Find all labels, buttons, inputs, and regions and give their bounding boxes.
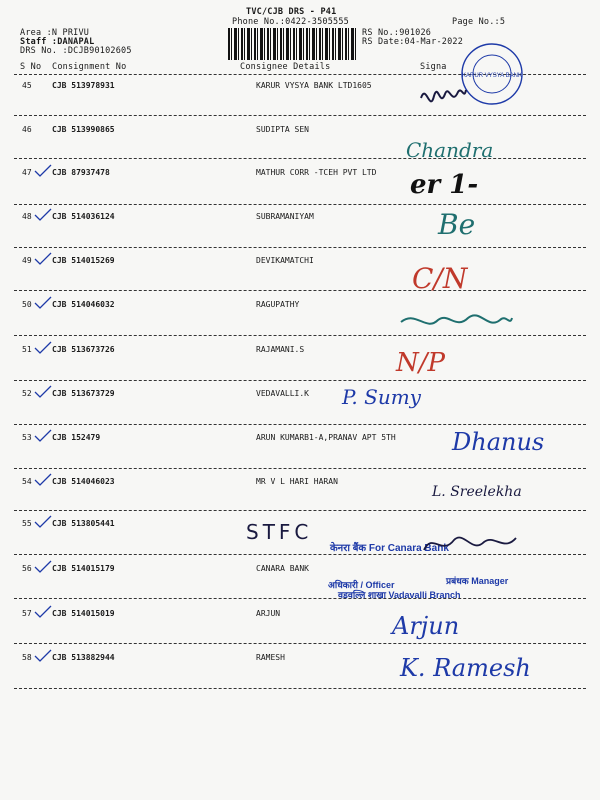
check-mark-icon — [34, 252, 52, 266]
row-consignee: RAMESH — [256, 653, 285, 662]
row-sno: 51 — [22, 345, 32, 354]
row-consignment: CJB 514015179 — [52, 564, 115, 573]
area-label: Area :N PRIVU — [20, 28, 90, 38]
row-consignment: CJB 514046032 — [52, 300, 115, 309]
row-sno: 56 — [22, 564, 32, 573]
row-consignment: CJB 152479 — [52, 433, 101, 442]
col-consignee-details: Consignee Details — [240, 62, 331, 72]
row-consignment: CJB 513990865 — [52, 125, 115, 134]
row-consignment: CJB 513805441 — [52, 519, 115, 528]
row-divider — [14, 115, 586, 116]
handwritten-note: N/P — [396, 348, 446, 378]
row-consignment: CJB 513882944 — [52, 653, 115, 662]
handwritten-note: Arjun — [392, 612, 460, 640]
handwritten-note: Dhanus — [452, 428, 545, 456]
row-divider — [14, 643, 586, 644]
row-sno: 53 — [22, 433, 32, 442]
row-sno: 55 — [22, 519, 32, 528]
row-consignment: CJB 87937478 — [52, 168, 110, 177]
row-consignee: DEVIKAMATCHI — [256, 256, 314, 265]
table-row — [0, 389, 600, 401]
row-consignee: ARJUN — [256, 609, 281, 618]
row-divider — [14, 204, 586, 205]
rs-date: RS Date:04-Mar-2022 — [362, 37, 464, 47]
row-divider — [14, 335, 586, 336]
row-consignee: RAGUPATHY — [256, 300, 300, 309]
handwritten-note: Be — [438, 208, 476, 241]
sheet-title: TVC/CJB DRS - P41 — [246, 7, 337, 17]
handwritten-note: C/N — [412, 262, 468, 295]
check-mark-icon — [34, 164, 52, 178]
row-consignment: CJB 513673729 — [52, 389, 115, 398]
table-row — [0, 125, 600, 137]
canara-stamp-officer: अधिकारी / Officer — [328, 580, 395, 590]
check-mark-icon — [34, 385, 52, 399]
row-consignee: MATHUR CORR -TCEH PVT LTD — [256, 168, 377, 177]
row-consignee: RAJAMANI.S — [256, 345, 305, 354]
table-row — [0, 609, 600, 621]
staff-label: Staff :DANAPAL — [20, 37, 95, 47]
phone-number: Phone No.:0422-3505555 — [232, 17, 349, 27]
handwritten-note: er 1- — [410, 170, 479, 200]
row-consignment: CJB 513673726 — [52, 345, 115, 354]
table-row — [0, 300, 600, 312]
row-consignee: KARUR VYSYA BANK LTD1605 — [256, 81, 372, 90]
round-stamp-text: KARUR VYSYA BANK — [462, 73, 522, 79]
row-sno: 49 — [22, 256, 32, 265]
handwritten-note: L. Sreelekha — [432, 484, 522, 500]
check-mark-icon — [34, 429, 52, 443]
handwritten-note: P. Sumy — [342, 385, 421, 409]
row-sno: 57 — [22, 609, 32, 618]
barcode-image — [228, 28, 356, 60]
row-consignee: SUDIPTA SEN — [256, 125, 309, 134]
row-sno: 52 — [22, 389, 32, 398]
page-number: Page No.:5 — [452, 17, 506, 27]
row-consignee: SUBRAMANIYAM — [256, 212, 314, 221]
row-sno: 54 — [22, 477, 32, 486]
rs-number: RS No.:901026 — [362, 28, 432, 38]
row-divider — [14, 510, 586, 511]
check-mark-icon — [34, 605, 52, 619]
check-mark-icon — [34, 296, 52, 310]
row-divider — [14, 688, 586, 689]
row-consignment: CJB 514015269 — [52, 256, 115, 265]
canara-stamp-branch: वडवल्लि शाखा Vadavalli Branch — [338, 590, 461, 600]
row-divider — [14, 424, 586, 425]
col-signature: Signa — [420, 62, 447, 72]
handwritten-note: STFC — [246, 520, 313, 544]
check-mark-icon — [34, 515, 52, 529]
row-sno: 47 — [22, 168, 32, 177]
canara-stamp-manager: प्रबंधक Manager — [446, 576, 509, 586]
col-sno: S No — [20, 62, 42, 72]
table-row — [0, 256, 600, 268]
row-divider — [14, 158, 586, 159]
row-sno: 58 — [22, 653, 32, 662]
row-divider — [14, 247, 586, 248]
table-row — [0, 564, 600, 576]
drs-number: DRS No. :DCJB90102605 — [20, 46, 132, 56]
check-mark-icon — [34, 560, 52, 574]
row-divider — [14, 598, 586, 599]
table-row — [0, 345, 600, 357]
col-consignment: Consignment No — [52, 62, 127, 72]
row-sno: 48 — [22, 212, 32, 221]
row-consignment: CJB 514036124 — [52, 212, 115, 221]
canara-stamp-line1: केनरा बैंक For Canara Bank — [330, 543, 449, 554]
handwritten-note: Chandra — [406, 138, 494, 162]
row-divider — [14, 380, 586, 381]
row-consignee: ARUN KUMARB1-A,PRANAV APT 5TH — [256, 433, 396, 442]
check-mark-icon — [34, 341, 52, 355]
row-consignee: VEDAVALLI.K — [256, 389, 309, 398]
row-consignment: CJB 514015019 — [52, 609, 115, 618]
check-mark-icon — [34, 208, 52, 222]
row-divider — [14, 468, 586, 469]
row-sno: 46 — [22, 125, 32, 134]
row-divider — [14, 554, 586, 555]
row-consignment: CJB 513978931 — [52, 81, 115, 90]
handwritten-note: K. Ramesh — [400, 654, 531, 682]
row-divider — [14, 290, 586, 291]
row-consignee: MR V L HARI HARAN — [256, 477, 338, 486]
row-sno: 50 — [22, 300, 32, 309]
check-mark-icon — [34, 649, 52, 663]
bank-round-stamp — [448, 40, 528, 110]
row-consignment: CJB 514046023 — [52, 477, 115, 486]
check-mark-icon — [34, 473, 52, 487]
table-row — [0, 212, 600, 224]
row-sno: 45 — [22, 81, 32, 90]
row-consignee: CANARA BANK — [256, 564, 309, 573]
table-row — [0, 168, 600, 180]
